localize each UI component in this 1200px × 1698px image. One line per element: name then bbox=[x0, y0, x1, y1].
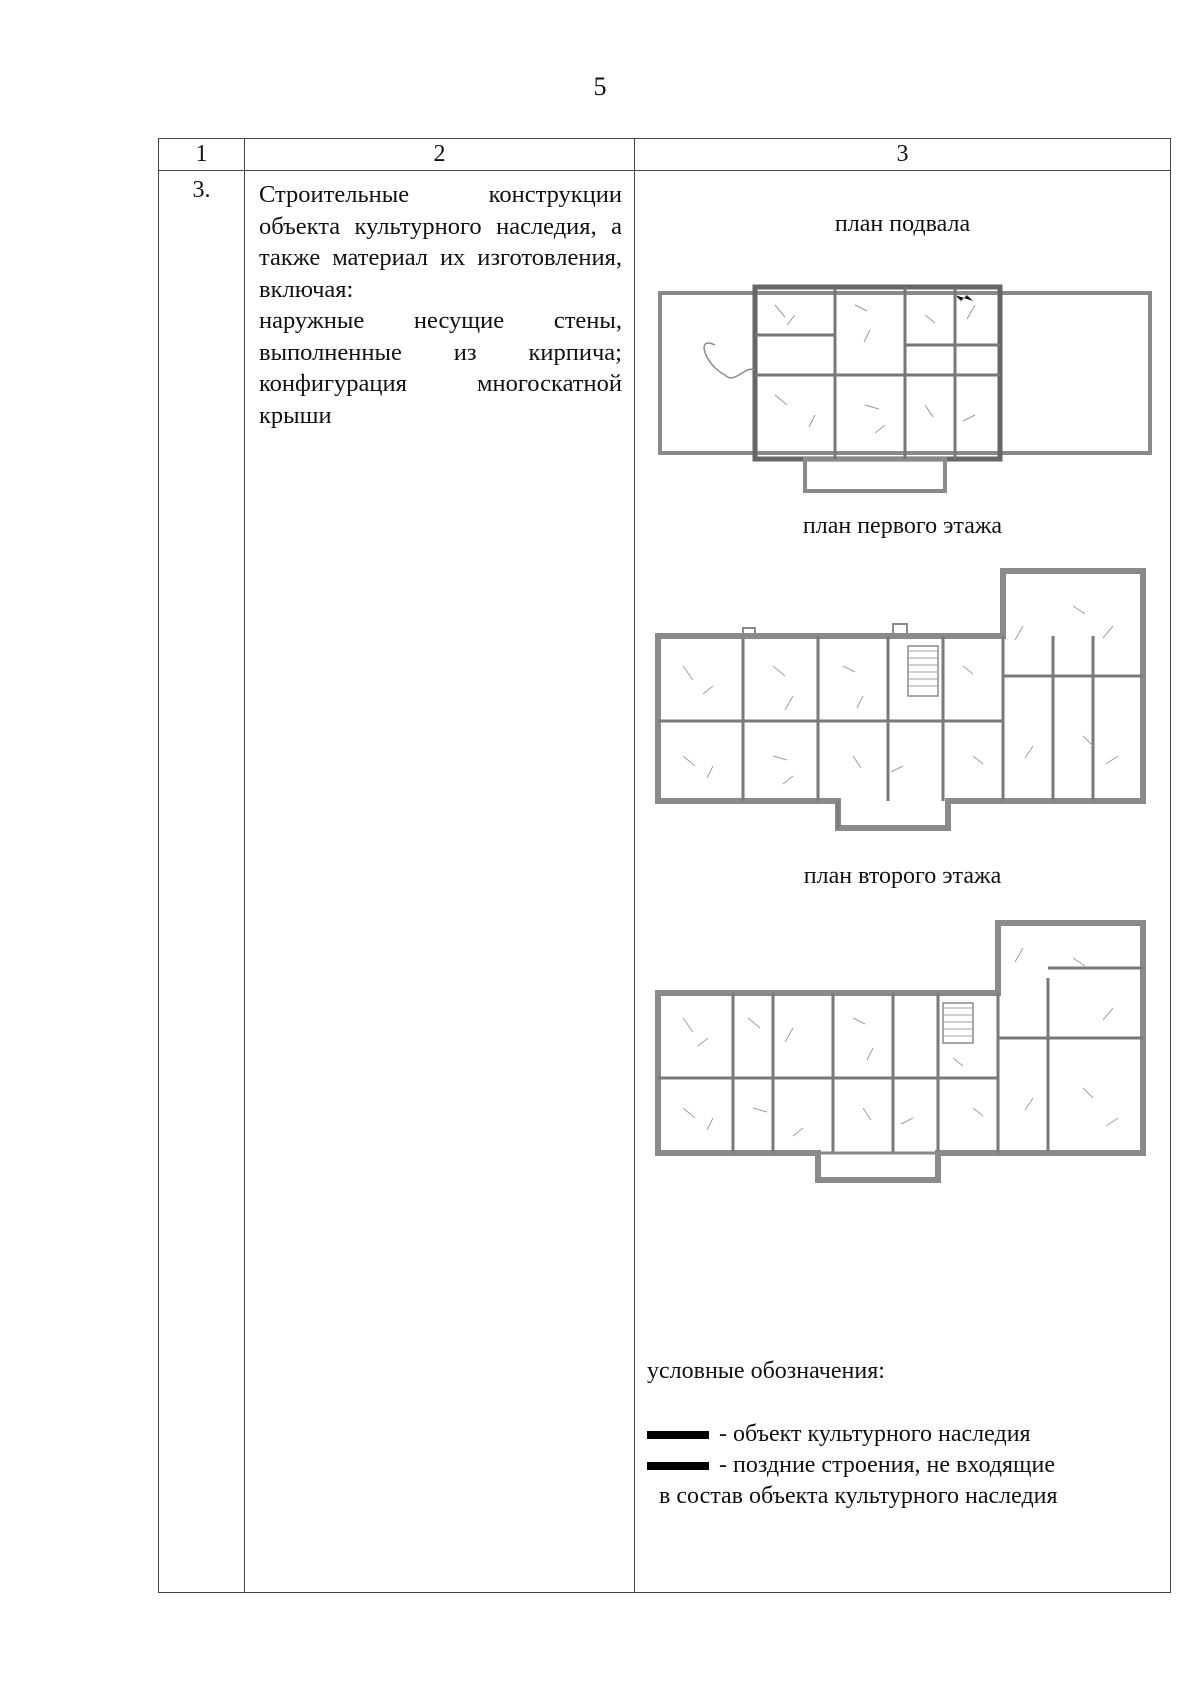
first-floor-plan-drawing bbox=[653, 566, 1158, 831]
description-line-2: наружные несущие стены, выполненные из кирпича; конфигурация многоскатной крыши bbox=[259, 307, 622, 429]
plan-caption-basement: план подвала bbox=[834, 211, 971, 237]
header-col-3: 3 bbox=[635, 139, 1171, 171]
plan-caption-first-floor: план первого этажа bbox=[802, 513, 1003, 539]
table-row bbox=[159, 171, 1171, 1593]
basement-plan-drawing bbox=[655, 275, 1155, 495]
legend-swatch-late-buildings bbox=[647, 1462, 709, 1470]
description-line-1: Строительные конструкции объекта культурного наследия, а также материал их изготовления, включая: bbox=[259, 181, 622, 303]
header-col-1: 1 bbox=[159, 139, 245, 171]
legend-swatch-heritage bbox=[647, 1431, 709, 1439]
table-header-row bbox=[159, 139, 1171, 171]
page-number: 5 bbox=[593, 72, 607, 101]
legend-item-heritage bbox=[647, 1421, 1031, 1448]
plan-caption-second-floor: план второго этажа bbox=[803, 863, 1002, 889]
legend-title: условные обозначения: bbox=[647, 1358, 885, 1384]
legend-item-late-buildings bbox=[647, 1452, 1055, 1479]
heritage-table bbox=[158, 138, 1171, 1593]
second-floor-plan-drawing bbox=[653, 918, 1158, 1188]
legend-label-late-buildings: - поздние строения, не входящие bbox=[719, 1452, 1055, 1478]
row-number: 3. bbox=[159, 171, 245, 1593]
legend-item-late-buildings-cont: в состав объекта культурного наследия bbox=[659, 1483, 1058, 1509]
plans-cell bbox=[635, 171, 1171, 1593]
header-col-2: 2 bbox=[245, 139, 635, 171]
row-description bbox=[245, 171, 635, 1593]
legend-label-heritage: - объект культурного наследия bbox=[719, 1421, 1031, 1447]
